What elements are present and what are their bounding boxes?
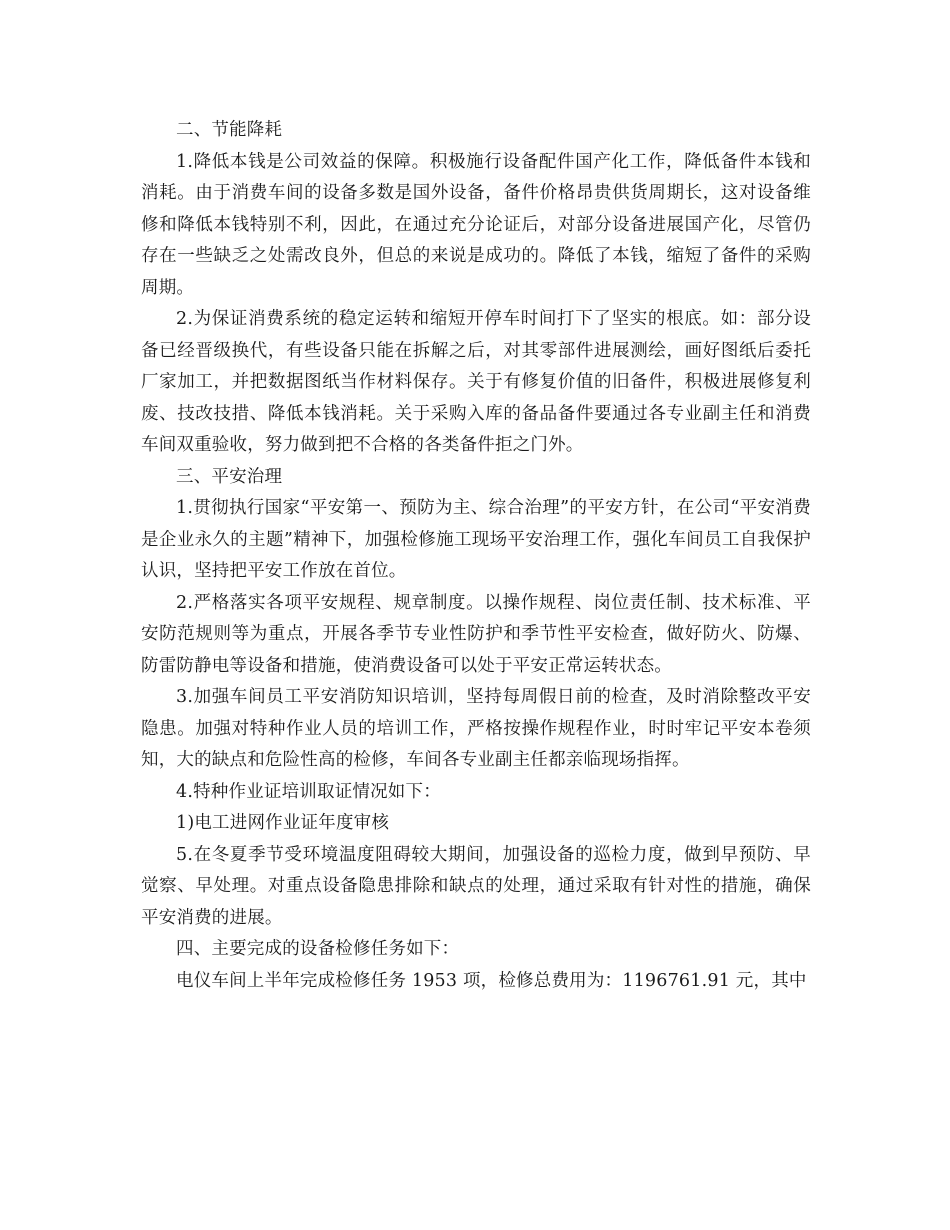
paragraph-safety-4: 4.特种作业证培训取证情况如下： <box>176 781 441 802</box>
paragraph-safety-5: 5.在冬夏季节受环境温度阻碍较大期间，加强设备的巡检力度，做到早预防、早觉察、早处理。对重点设备隐患排除和缺点的处理，通过采取有针对性的措施，确保平安消费的进展。 <box>141 844 811 928</box>
paragraph-safety-3: 3.加强车间员工平安消防知识培训，坚持每周假日前的检查，及时消除整改平安隐患。加强对特种作业人员的培训工作，严格按操作规程作业，时时牢记平安本卷须知，大的缺点和危险性高的检修，车间各专业副主任都亲临现场指挥。 <box>141 687 811 770</box>
document-page <box>141 115 811 997</box>
paragraph-energy-1: 1.降低本钱是公司效益的保障。积极施行设备配件国产化工作，降低备件本钱和消耗。由于消费车间的设备多数是国外设备，备件价格昂贵供货周期长，这对设备维修和降低本钱特别不利，因此，在通过充分论证后，对部分设备进展国产化，尽管仍存在一些缺乏之处需改良外，但总的来说是成功的。降低了本钱，缩短了备件的采购周期。 <box>141 151 811 298</box>
paragraph-safety-2: 2.严格落实各项平安规程、规章制度。以操作规程、岗位责任制、技术标准、平安防范规则等为重点，开展各季节专业性防护和季节性平安检查，做好防火、防爆、防雷防静电等设备和措施，使消费设备可以处于平安正常运转状态。 <box>141 592 811 676</box>
paragraph-safety-1: 1.贯彻执行国家“平安第一、预防为主、综合治理”的平安方针，在公司“平安消费是企业永久的主题”精神下，加强检修施工现场平安治理工作，强化车间员工自我保护认识，坚持把平安工作放在首位。 <box>141 498 811 581</box>
paragraph-safety-4-item-1: 1)电工进网作业证年度审核 <box>176 813 390 833</box>
section-heading-energy-saving: 二、节能降耗 <box>176 120 283 140</box>
paragraph-maintenance-1: 电仪车间上半年完成检修任务 1953 项，检修总费用为：1196761.91 元，其中 <box>176 970 807 991</box>
paragraph-energy-2: 2.为保证消费系统的稳定运转和缩短开停车时间打下了坚实的根底。如：部分设备已经晋级换代，有些设备只能在拆解之后，对其零部件进展测绘，画好图纸后委托厂家加工，并把数据图纸当作材料保存。关于有修复价值的旧备件，积极进展修复利废、技改技措、降低本钱消耗。关于采购入库的备品备件要通过各专业副主任和消费车间双重验收，努力做到把不合格的各类备件拒之门外。 <box>141 309 811 455</box>
section-heading-maintenance-tasks: 四、主要完成的设备检修任务如下： <box>176 939 460 959</box>
section-heading-safety-management: 三、平安治理 <box>176 466 283 487</box>
